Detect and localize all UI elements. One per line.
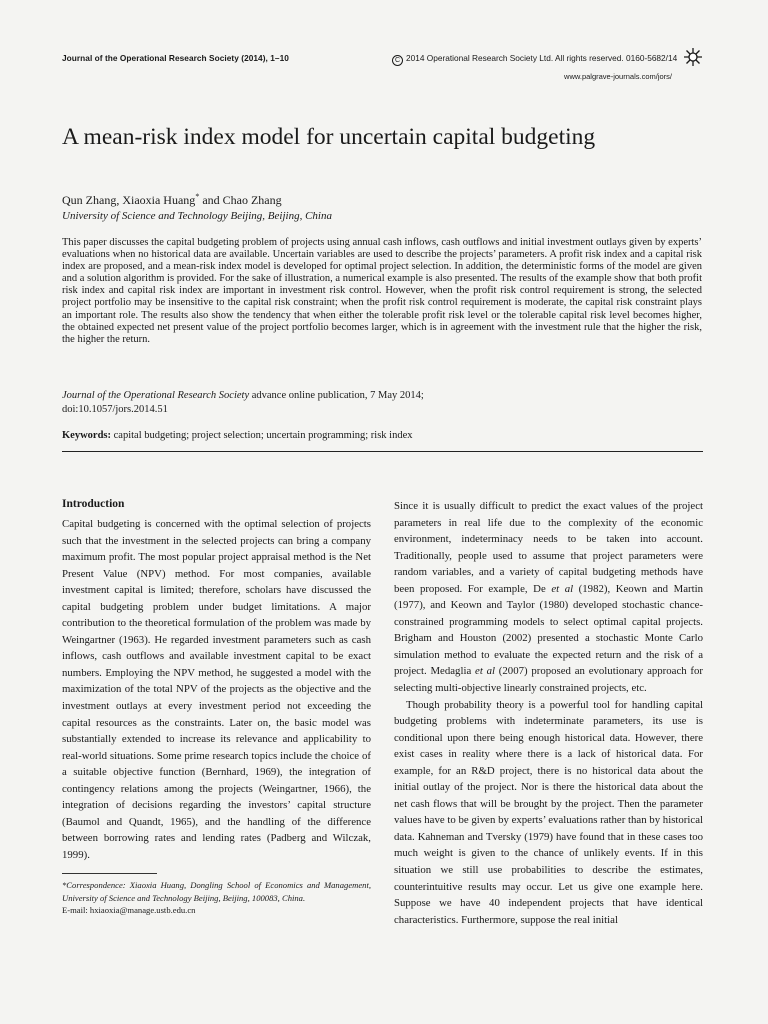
body-paragraph: Though probability theory is a powerful tool for handling capital budgeting problems with indeterminate parameters, its use is conditional upon there being enough historical data. However, there exist cases in reality where there is a lack of historical data. For example, for an R&D project, there is no historical data about the initial outlay of the project. Nor is there the historical data about the net cash flows that will be brought by the project. Then the parameter values have to be given by experts’ evaluations rather than by historical data. Kahneman and Tversky (1979) have found that in these cases too much weight is given to the chance of unlikely events. If in this situation we still use probabilities to describe the estimates, counterintuitive results may occur. Let us give one example here. Suppose we have 40 independent projects that have identical characteristics. Furthermore, suppose the real initial	[394, 698, 703, 926]
text-run: Since it is usually difficult to predict the exact values of the project parameters in real life due to the complexity of the economic environment, indeterminacy needs to be taken into account. Traditionally, people used to assume that project parameters were random variables, and a variety of capital budgeting methods have been proposed. For example, De	[394, 500, 703, 595]
citation-details: advance online publication, 7 May 2014;	[249, 390, 424, 401]
copyright-line	[392, 53, 677, 66]
text-run-italic: et al	[551, 582, 574, 595]
author-names: Qun Zhang, Xiaoxia Huang	[62, 193, 196, 207]
copyright-icon: C	[392, 55, 403, 66]
affiliation: University of Science and Technology Beijing, Beijing, China	[62, 210, 332, 222]
doi[interactable]: doi:10.1057/jors.2014.51	[62, 404, 168, 415]
abstract: This paper discusses the capital budgeting problem of projects using annual cash inflows, cash outflows and initial investment outlays given by experts’ evaluations when no historical data are available. Uncertain variables are used to describe the projects’ parameters. A profit risk index and a capital risk index are proposed, and a mean-risk index model is developed for optimal project selection. In addition, the deterministic forms of the model are given and a solution algorithm is provided. For the sake of illustration, a numerical example is also presented. The results of the example show that both profit risk index and capital risk index are important in investment risk control. However, when the profit risk control requirement is strong, the selected project portfolio may be insensitive to the capital risk constraint; when the profit risk control requirement is moderate, the capital risk constraint plays an important role. The results also show the tendency that when either the tolerable profit risk level or the tolerable capital risk level becomes higher, the obtained expected net present value of the project portfolio becomes larger, which is in agreement with the investment rule that the higher the risk, the higher the return.	[62, 237, 702, 345]
keywords-list: capital budgeting; project selection; uncertain programming; risk index	[111, 430, 413, 441]
text-run: (1982), Keown and Martin (1977), and Keown and Taylor (1980) developed stochastic chance-constrained programming models to select optimal capital projects. Brigham and Houston (2002) presented a stochastic Monte Carlo simulation method to evaluate the expected return and the risk of a project. Medaglia	[394, 582, 703, 678]
keywords-label: Keywords:	[62, 430, 111, 441]
body-paragraph: Capital budgeting is concerned with the optimal selection of projects such that the investment in the selected projects can bring a company maximum profit. The most popular project appraisal method is the Net Present Value (NPV) method. For most companies, available investment capital is limited; therefore, scholars have discussed the capital budgeting problem under budget limitations. A major contribution to the theoretical formulation of the problem was made by Weingartner (1963). He regarded investment parameters such as cash inflows, cash outflows and available investment capital to be exact numbers. Employing the NPV method, he suggested a model with the maximization of the total NPV of the projects as the objective and the investment outlays at every investment period not exceeding the capital resources as the constraints. Later on, the basic model was substantially extended to increase its relevance and applicability to real-world situations. Some prime research topics include the choice of a suitable objective function (Bernhard, 1969), the integration of contingency relations among the projects (Weingartner, 1966), the integration of decisions regarding the investors’ capital structure (Baumol and Quandt, 1965), and the handling of the difference between borrowing rates and lending rates (Padberg and Wilczak, 1999).	[62, 518, 371, 861]
citation-journal: Journal of the Operational Research Society	[62, 390, 250, 401]
copyright-text: 2014 Operational Research Society Ltd. All rights reserved. 0160-5682/14	[406, 53, 678, 63]
header-divider	[62, 451, 703, 452]
author-list	[62, 192, 282, 208]
text-run: (2007) proposed an evolutionary approach for selecting multi-objective linearly constrained projects, etc.	[394, 665, 704, 695]
footnote	[62, 879, 371, 917]
body-paragraph	[394, 498, 703, 697]
left-column	[62, 495, 371, 863]
palgrave-logo-icon	[683, 47, 703, 67]
section-heading: Introduction	[62, 498, 125, 510]
text-run-italic: et al	[475, 665, 496, 678]
journal-url[interactable]: www.palgrave-journals.com/jors/	[564, 72, 672, 81]
keywords	[62, 430, 413, 441]
citation-line	[62, 390, 424, 401]
correspondence-note: *Correspondence: Xiaoxia Huang, Dongling School of Economics and Management, University of Science and Technology Beijing, Beijing, 100083, China.	[62, 880, 371, 903]
journal-header: Journal of the Operational Research Society (2014), 1–10	[62, 53, 289, 63]
author-names-tail: and Chao Zhang	[199, 193, 282, 207]
right-column	[394, 498, 703, 928]
corresponding-author-mark: *	[195, 192, 200, 201]
email-address[interactable]: E-mail: hxiaoxia@manage.ustb.edu.cn	[62, 905, 196, 915]
article-title: A mean-risk index model for uncertain capital budgeting	[62, 124, 596, 150]
footnote-divider	[62, 873, 157, 874]
